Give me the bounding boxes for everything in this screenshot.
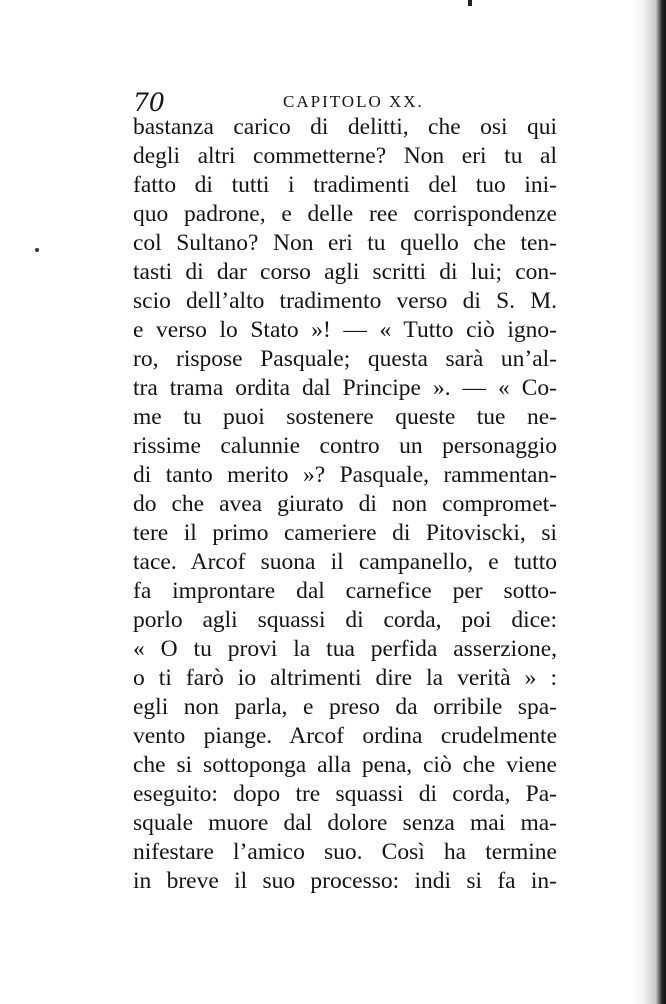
text-line: ro, rispose Pasquale; questa sarà un’al- [133,346,557,372]
text-line: vento piange. Arcof ordina crudelmente [133,723,557,749]
text-line: di tanto merito »? Pasquale, rammentan- [133,462,557,488]
text-line: « O tu provi la tua perfida asserzione, [133,636,557,662]
text-line: fatto di tutti i tradimenti del tuo ini- [133,172,557,198]
text-line: degli altri commetterne? Non eri tu al [133,143,557,169]
page-number: 70 [133,88,165,117]
text-line: fa improntare dal carnefice per sotto- [133,578,557,604]
text-line: eseguito: dopo tre squassi di corda, Pa- [133,781,557,807]
text-line: in breve il suo processo: indi si fa in- [133,868,557,894]
text-line: me tu puoi sostenere queste tue ne- [133,404,557,430]
body-text [133,113,557,896]
text-line: quo padrone, e delle ree corrispondenze [133,201,557,227]
text-line: e verso lo Stato »! — « Tutto ciò igno- [133,317,557,343]
text-line: bastanza carico di delitti, che osi qui [133,114,557,140]
text-line: do che avea giurato di non compromet- [133,491,557,517]
book-spine-shadow [632,0,666,1004]
text-line: col Sultano? Non eri tu quello che ten- [133,230,557,256]
text-line: porlo agli squassi di corda, poi dice: [133,607,557,633]
text-line: squale muore dal dolore senza mai ma- [133,810,557,836]
page-edge-mark [468,0,472,6]
running-title: CAPITOLO XX. [283,92,424,111]
text-line: tere il primo cameriere di Pitoviscki, si [133,520,557,546]
text-line: nifestare l’amico suo. Così ha termine [133,839,557,865]
text-line: rissime calunnie contro un personaggio [133,433,557,459]
text-line: tace. Arcof suona il campanello, e tutto [133,549,557,575]
text-line: scio dell’alto tradimento verso di S. M. [133,288,557,314]
text-line: tasti di dar corso agli scritti di lui; con- [133,259,557,285]
text-line: egli non parla, e preso da orribile spa- [133,694,557,720]
text-line: o ti farò io altrimenti dire la verità » : [133,665,557,691]
text-line: che si sottoponga alla pena, ciò che viene [133,752,557,778]
paper-speck [35,248,39,252]
text-line: tra trama ordita dal Principe ». — « Co- [133,375,557,401]
